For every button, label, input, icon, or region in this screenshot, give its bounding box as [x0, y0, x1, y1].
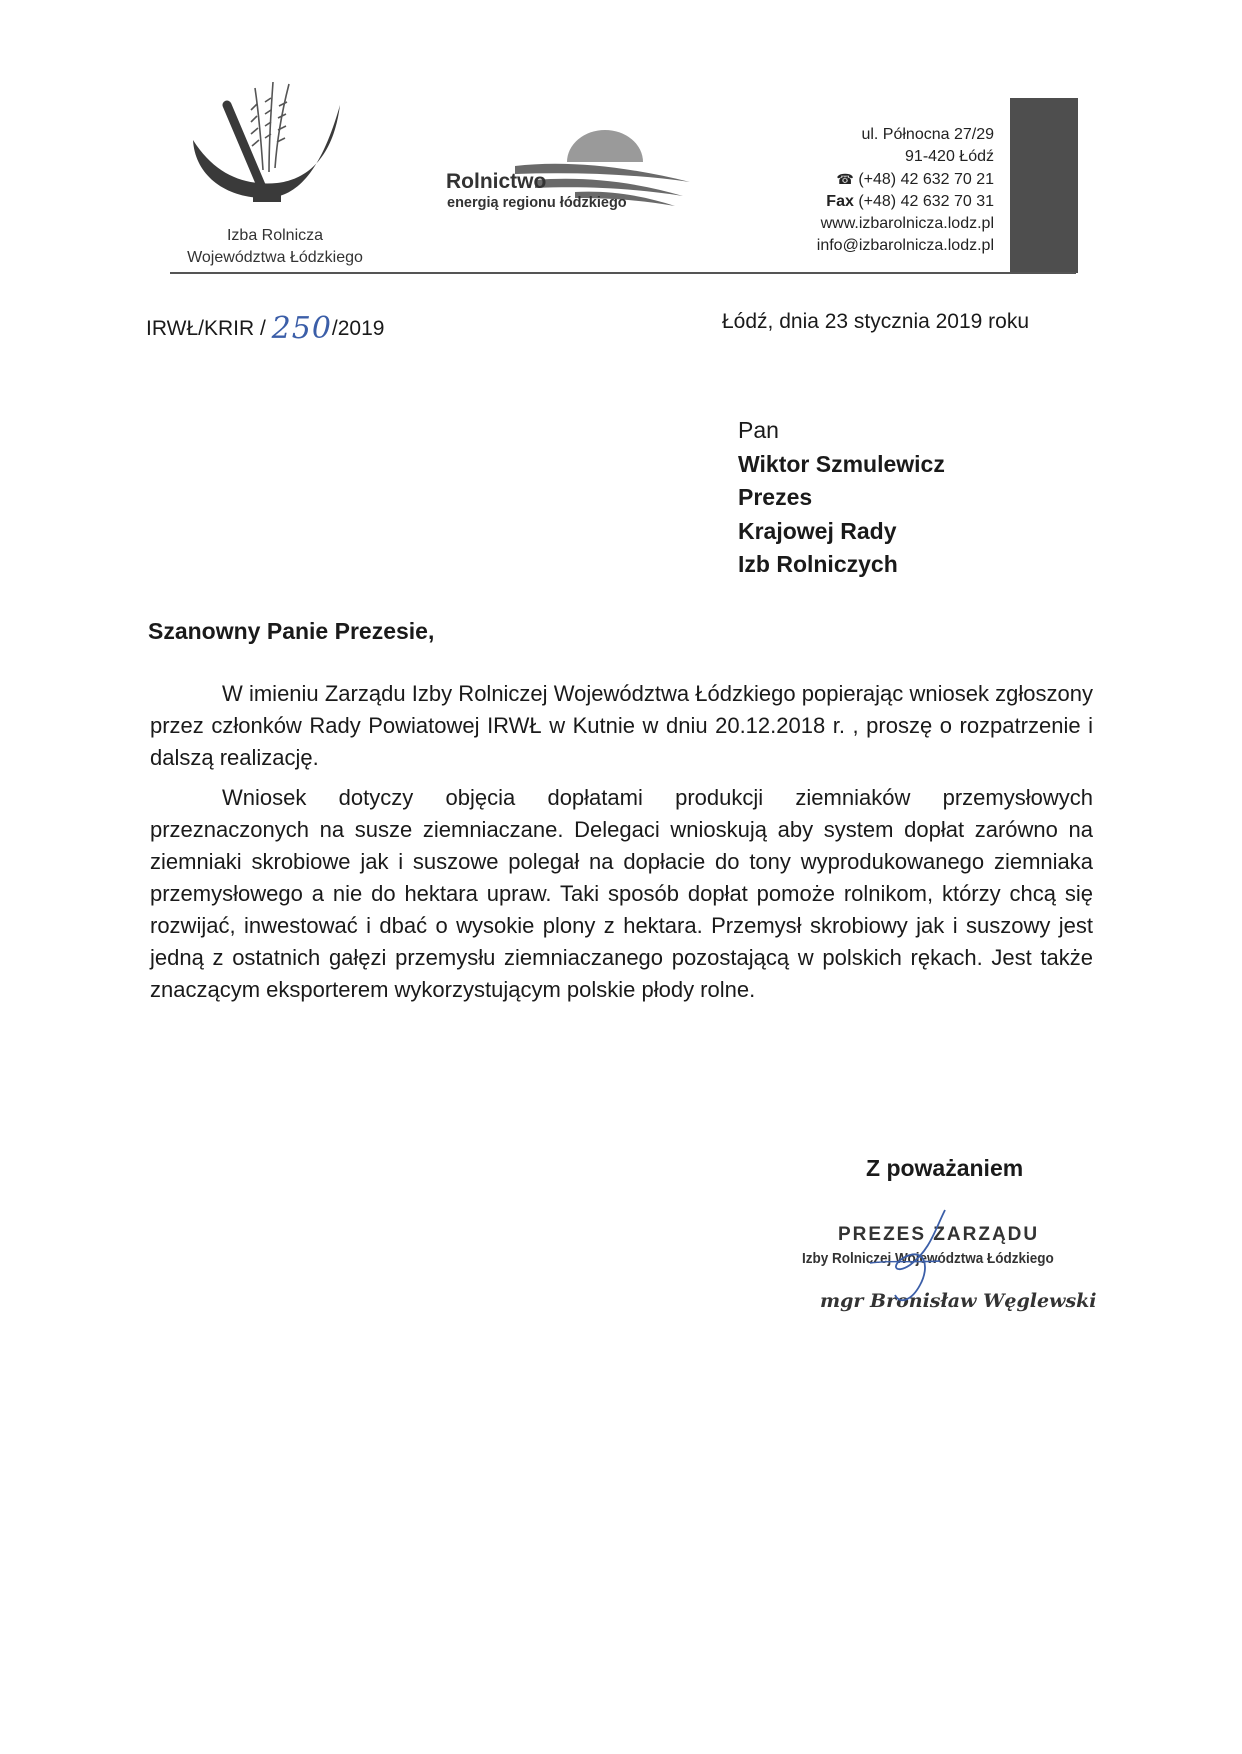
recipient-line: Izb Rolniczych	[738, 551, 898, 577]
contact-website: www.izbarolnicza.lodz.pl	[820, 215, 994, 232]
ref-suffix: /2019	[331, 317, 385, 340]
contact-street: ul. Północna 27/29	[861, 126, 994, 143]
recipient-line: Pan	[738, 417, 779, 443]
brand-tagline: energią regionu łódzkiego	[447, 195, 627, 211]
stamp-title: PREZES ZARZĄDU	[838, 1224, 1040, 1245]
contact-phone-row	[817, 168, 994, 191]
reference-number	[146, 311, 384, 346]
ref-handwritten-number: 250	[271, 311, 332, 346]
org-name	[140, 225, 410, 269]
contact-phone: (+48) 42 632 70 21	[858, 171, 994, 188]
letter-date: Łódź, dnia 23 stycznia 2019 roku	[722, 310, 1030, 333]
body-paragraph-2: Wniosek dotyczy objęcia dopłatami produkcji ziemniaków przemysłowych przeznaczonych na susze ziemniaczane. Delegaci wnioskują aby system dopłat zarówno na ziemniaki skrobiowe jak i suszowe polegał na dopłacie do tony wyprodukowanego ziemniaka przemysłowego a nie do hektara upraw. Taki sposób dopłat pomoże rolnikom, którzy chcą się rozwijać, inwestować i dbać o wysokie plony z hektara. Przemysł skrobiowy jak i suszowy jest jedną z ostatnich gałęzi przemysłu ziemniaczanego pozostającą w polskich rękach. Jest także znaczącym eksporterem wykorzystującym polskie płody rolne.	[150, 785, 1093, 1002]
contact-block	[817, 124, 994, 257]
recipient-line: Prezes	[738, 484, 813, 510]
contact-fax: (+48) 42 632 70 31	[858, 193, 994, 210]
brand-title: Rolnictwo	[446, 170, 547, 193]
body-paragraph-1: W imieniu Zarządu Izby Rolniczej Województwa Łódzkiego popierając wniosek zgłoszony przez członków Rady Powiatowej IRWŁ w Kutnie w dniu 20.12.2018 r. , proszę o rozpatrzenie i dalszą realizację.	[150, 681, 1093, 770]
recipient-line: Wiktor Szmulewicz	[738, 450, 945, 477]
stamp-org: Izby Rolniczej Województwa Łódzkiego	[802, 1250, 1054, 1267]
ref-prefix: IRWŁ/KRIR /	[146, 317, 272, 340]
stamp-name: mgr Bronisław Węglewski	[820, 1290, 1097, 1312]
closing: Z poważaniem	[866, 1155, 1024, 1181]
recipient-line: Krajowej Rady	[738, 517, 897, 544]
org-name-line1: Izba Rolnicza	[226, 227, 324, 244]
header-dark-block	[1010, 98, 1078, 273]
scythe-wheat-icon	[185, 80, 355, 215]
fax-label: Fax	[826, 193, 854, 210]
contact-email: info@izbarolnicza.lodz.pl	[816, 237, 994, 254]
phone-icon: ☎	[836, 171, 854, 187]
org-name-line2: Województwa Łódzkiego	[187, 249, 363, 266]
handwritten-signature-icon	[850, 1205, 970, 1315]
contact-fax-row	[817, 191, 994, 213]
recipient-block	[738, 414, 945, 582]
salutation: Szanowny Panie Prezesie,	[148, 618, 435, 644]
header-divider	[170, 272, 1076, 274]
contact-postal: 91-420 Łódź	[905, 148, 994, 165]
